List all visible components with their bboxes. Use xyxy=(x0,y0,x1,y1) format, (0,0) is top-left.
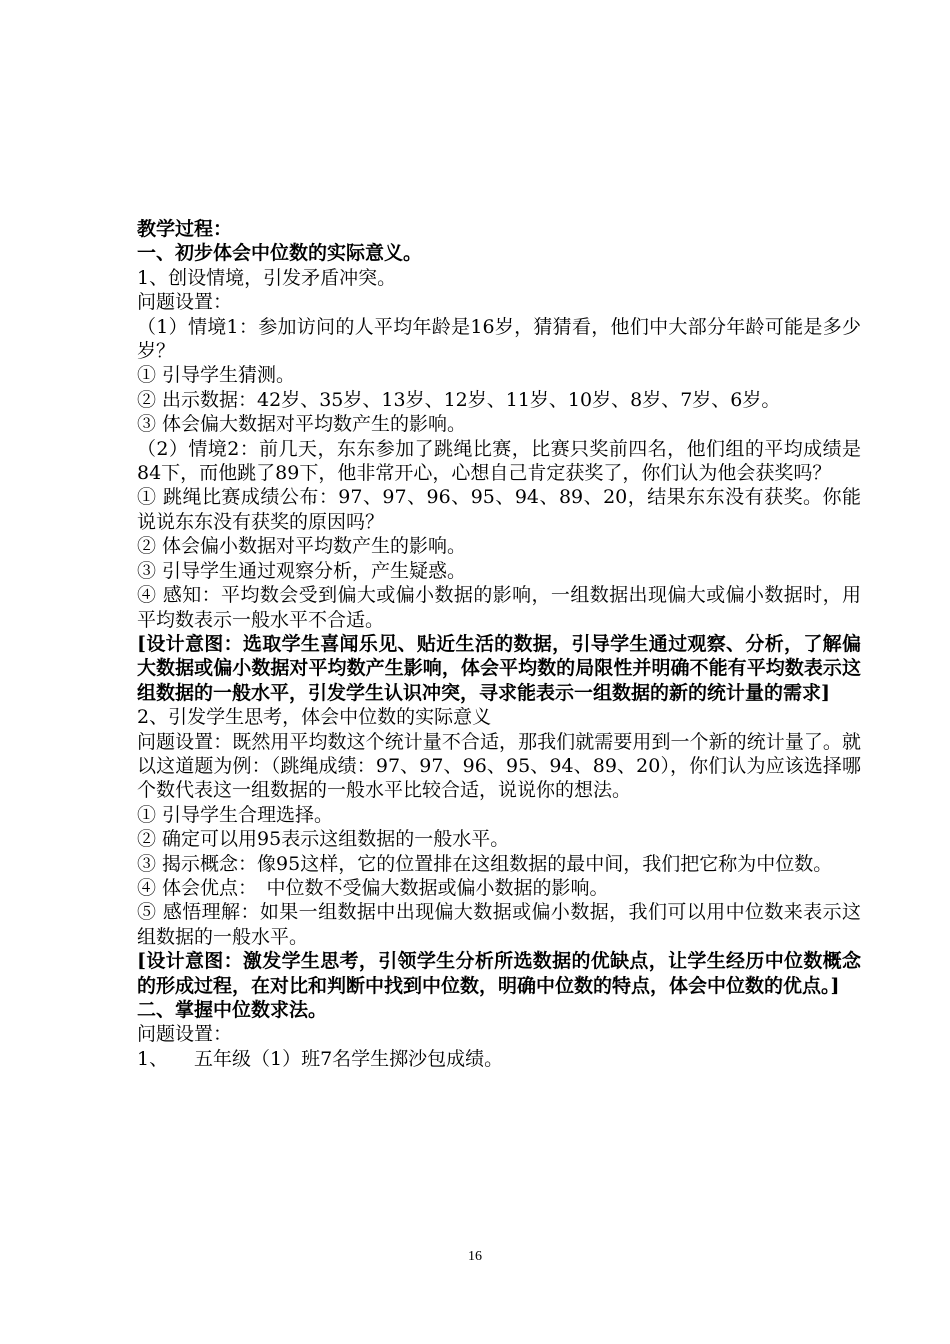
paragraph: （2）情境2：前几天，东东参加了跳绳比赛，比赛只奖前四名，他们组的平均成绩是84下，而他跳了89下，他非常开心，心想自己肯定获奖了，你们认为他会获奖吗？ xyxy=(137,437,861,485)
list-item: ⑤ 感悟理解：如果一组数据中出现偏大数据或偏小数据，我们可以用中位数来表示这组数据的一般水平。 xyxy=(137,901,861,948)
list-item: ④ 体会优点： 中位数不受偏大数据或偏小数据的影响。 xyxy=(137,876,609,899)
item-number: 1、 xyxy=(137,1047,169,1070)
paragraph: 问题设置： xyxy=(137,1023,233,1046)
list-item: ③ 揭示概念：像95这样，它的位置排在这组数据的最中间，我们把它称为中位数。 xyxy=(137,852,833,875)
item-text: 五年级（1）班7名学生掷沙包成绩。 xyxy=(194,1047,504,1070)
design-intent-note: [设计意图：激发学生思考，引领学生分析所选数据的优缺点，让学生经历中位数概念的形成过程，在对比和判断中找到中位数，明确中位数的特点，体会中位数的优点。] xyxy=(137,950,861,997)
list-item: ② 出示数据：42岁、35岁、13岁、12岁、11岁、10岁、8岁、7岁、6岁。 xyxy=(137,388,781,411)
list-item: ② 确定可以用95表示这组数据的一般水平。 xyxy=(137,828,510,851)
list-item: ③ 体会偏大数据对平均数产生的影响。 xyxy=(137,413,467,436)
heading-teaching-process: 教学过程： xyxy=(137,218,233,240)
list-item: ① 引导学生合理选择。 xyxy=(137,803,334,826)
page-number: 16 xyxy=(468,1249,482,1264)
section-heading-1: 一、初步体会中位数的实际意义。 xyxy=(137,242,423,265)
list-item: ① 跳绳比赛成绩公布：97、97、96、95、94、89、20，结果东东没有获奖。你能说说东东没有获奖的原因吗？ xyxy=(137,486,861,533)
paragraph: （1）情境1：参加访问的人平均年龄是16岁，猜猜看，他们中大部分年龄可能是多少岁？ xyxy=(137,315,861,363)
list-item: ② 体会偏小数据对平均数产生的影响。 xyxy=(137,535,467,558)
paragraph: 问题设置：既然用平均数这个统计量不合适，那我们就需要用到一个新的统计量了。就以这道题为例：（跳绳成绩：97、97、96、95、94、89、20），你们认为应该选择哪个数代表这一组数据的一般水平比较合适，说说你的想法。 xyxy=(137,730,861,802)
design-intent-note: [设计意图：选取学生喜闻乐见、贴近生活的数据，引导学生通过观察、分析，了解偏大数据或偏小数据对平均数产生影响，体会平均数的局限性并明确不能有平均数表示这组数据的一般水平，引发学生认识冲突，寻求能表示一组数据的新的统计量的需求] xyxy=(137,632,861,704)
paragraph: 1、创设情境，引发矛盾冲突。 xyxy=(137,266,397,289)
list-item: ④ 感知：平均数会受到偏大或偏小数据的影响，一组数据出现偏大或偏小数据时，用平均数表示一般水平不合适。 xyxy=(137,584,861,631)
section-heading-2: 二、掌握中位数求法。 xyxy=(137,999,328,1021)
document-body xyxy=(137,217,861,1071)
list-item: ① 引导学生猜测。 xyxy=(137,364,296,387)
list-item: ③ 引导学生通过观察分析，产生疑惑。 xyxy=(137,559,467,582)
paragraph: 2、引发学生思考，体会中位数的实际意义 xyxy=(137,706,492,729)
numbered-item xyxy=(137,1047,861,1071)
paragraph: 问题设置： xyxy=(137,291,233,314)
